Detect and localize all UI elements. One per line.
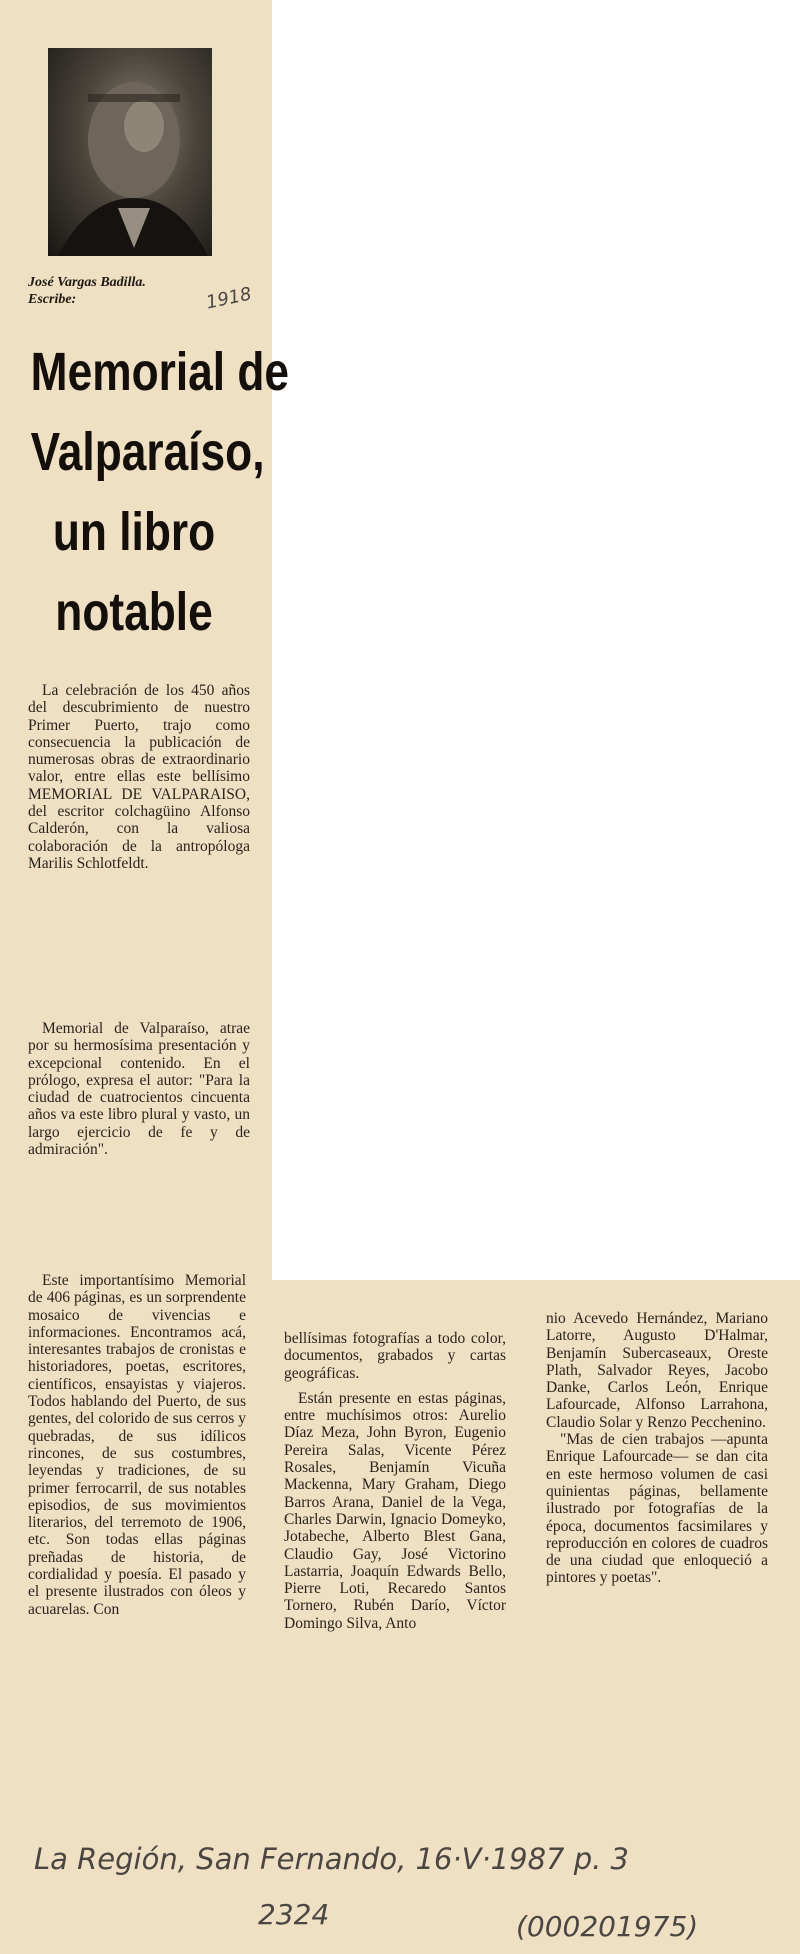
author-name: José Vargas Badilla.: [28, 275, 146, 290]
handwritten-source-note: La Región, San Fernando, 16·V·1987 p. 3: [34, 1842, 629, 1876]
article-headline: [30, 332, 290, 652]
author-photo: [48, 48, 212, 256]
handwritten-year: 1918: [204, 283, 254, 314]
article-paragraph-6: nio Acevedo Hernández, Mariano Latorre, Augusto D'Halmar, Benjamín Subercaseaux, Oreste Plath, Salvador Reyes, Jacobo Danke, Carlos León, Enrique Lafourcade, Alfonso Larrahona, Claudio Solar y Renzo Pecchenino.: [546, 1310, 768, 1431]
article-paragraph-2: Memorial de Valparaíso, atrae por su hermosísima presentación y excepcional contenido. En el prólogo, expresa el autor: "Para la ciudad de cuatrocientos cincuenta años va este libro plural y vasto, un largo ejercicio de fe y de admiración".: [28, 1020, 250, 1159]
headline-line-4: notable: [55, 582, 213, 642]
article-paragraph-4: bellísimas fotografías a todo color, documentos, grabados y cartas geográficas.: [284, 1330, 506, 1382]
handwritten-reference-number: 2324: [258, 1898, 330, 1931]
article-column-2: [284, 1330, 506, 1640]
headline-line-3: un libro: [52, 502, 216, 562]
article-paragraph-5: Están presente en estas páginas, entre muchísimos otros: Aurelio Díaz Meza, John Byron, Eugenio Pereira Salas, Vicente Pérez Rosales, Benjamín Vicuña Mackenna, Mary Graham, Diego Barros Arana, Daniel de la Vega, Charles Darwin, Ignacio Domeyko, Jotabeche, Alberto Blest Gana, Claudio Gay, José Victorino Lastarria, Joaquín Edwards Bello, Pierre Loti, Recaredo Santos Tornero, Rubén Darío, Víctor Domingo Silva, Anto: [284, 1389, 506, 1632]
author-role: Escribe:: [28, 292, 77, 307]
article-byline: [28, 274, 228, 308]
article-paragraph-3: Este importantísimo Memorial de 406 páginas, es un sorprendente mosaico de vivencias e informaciones. Encontramos acá, interesantes trabajos de cronistas e historiadores, poetas, escritores, científicos, ensayistas y viajeros. Todos hablando del Puerto, de sus gentes, del colorido de sus cerros y quebradas, de sus idílicos rincones, de sus costumbres, leyendas y tradiciones, de su primer ferrocarril, de sus notables episodios, de sus movimientos literarios, del terremoto de 1906, etc. Son todas ellas páginas preñadas de historia, de cordialidad y poesía. El pasado y el presente ilustrados con óleos y acuarelas. Con: [28, 1272, 246, 1618]
article-paragraph-1: La celebración de los 450 años del descubrimiento de nuestro Primer Puerto, trajo como consecuencia la publicación de numerosas obras de extraordinario valor, entre ellas este bellísimo MEMORIAL DE VALPARAISO, del escritor colchagüino Alfonso Calderón, con la valiosa colaboración de la antropóloga Marilis Schlotfeldt.: [28, 682, 250, 872]
headline-line-2: Valparaíso,: [30, 422, 265, 482]
article-column-3: [546, 1310, 768, 1587]
article-paragraph-7: "Mas de cien trabajos —apunta Enrique Lafourcade— se dan cita en este hermoso volumen de casi quinientas páginas, bellamente ilustrado por fotografías de la época, documentos facsimilares y reproducción en colores de cuadros de una ciudad que enloqueció a pintores y poetas".: [546, 1431, 768, 1587]
headline-line-1: Memorial de: [30, 342, 290, 402]
handwritten-catalog-id: (000201975): [516, 1910, 699, 1943]
author-portrait-image: [48, 48, 212, 256]
